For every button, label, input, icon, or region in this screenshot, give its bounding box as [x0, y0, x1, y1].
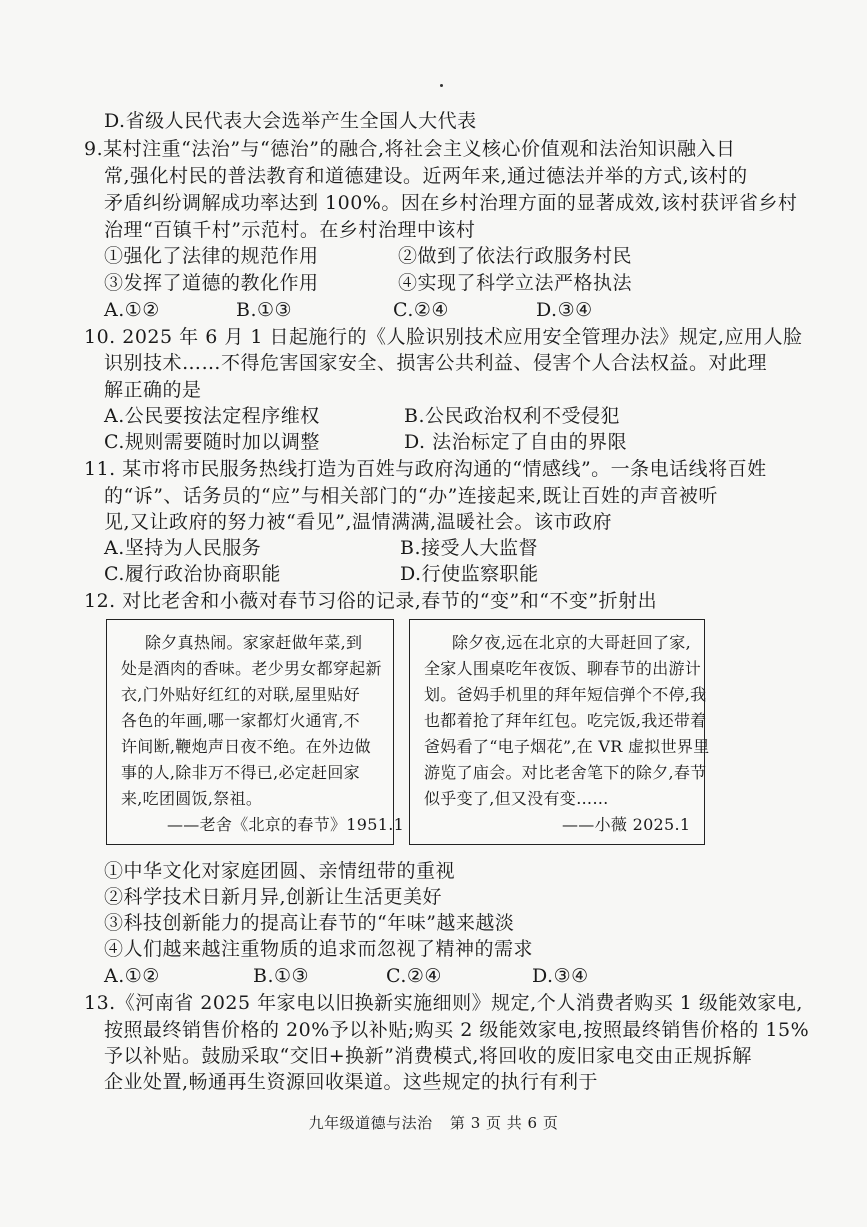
quote-line: 爸妈看了“电子烟花”,在 VR 虚拟世界里: [424, 737, 710, 756]
q11-option-a: A.坚持为人民服务: [104, 537, 262, 559]
q11-option-d: D.行使监察职能: [400, 563, 539, 585]
q9-item: ③发挥了道德的教化作用: [104, 272, 319, 294]
q10-option-c: C.规则需要随时加以调整: [104, 431, 320, 453]
q9-option-d: D.③④: [536, 299, 593, 321]
quote-line: 来,吃团圆饭,祭祖。: [121, 789, 263, 808]
quote-line: 许间断,鞭炮声日夜不绝。在外边做: [121, 737, 371, 756]
quote-line: 事的人,除非万不得已,必定赶回家: [121, 763, 360, 782]
q13-stem-line: 13.《河南省 2025 年家电以旧换新实施细则》规定,个人消费者购买 1 级能效家电,: [84, 992, 803, 1014]
quote-box-laoshe: [106, 619, 405, 845]
footer-subject: 九年级道德与法治: [308, 1114, 433, 1132]
q10-stem-line: 识别技术……不得危害国家安全、损害公共利益、侵害个人合法权益。对此理: [104, 352, 768, 374]
q13-stem-line: 予以补贴。鼓励采取“交旧+换新”消费模式,将回收的废旧家电交由正规拆解: [104, 1045, 752, 1067]
q12-option-c: C.②④: [386, 965, 442, 987]
q10-stem-line: 10. 2025 年 6 月 1 日起施行的《人脸识别技术应用安全管理办法》规定,应用人脸: [84, 326, 803, 348]
q10-option-b: B.公民政治权利不受侵犯: [404, 405, 621, 427]
quote-line: 处是酒肉的香味。老少男女都穿起新: [121, 659, 382, 678]
quote-source: ——小薇 2025.1: [562, 815, 691, 834]
q9-stem-line: 9.某村注重“法治”与“德治”的融合,将社会主义核心价值观和法治知识融入日: [84, 138, 736, 160]
q9-option-a: A.①②: [104, 299, 160, 321]
q12-item: ①中华文化对家庭团圆、亲情纽带的重视: [104, 860, 456, 882]
q10-option-d: D. 法治标定了自由的界限: [404, 431, 628, 453]
quote-line: 划。爸妈手机里的拜年短信弹个不停,我: [424, 685, 707, 704]
quote-line: 各色的年画,哪一家都灯火通宵,不: [121, 711, 360, 730]
quote-box-xiaowei: [409, 619, 710, 845]
q9-item: ①强化了法律的规范作用: [104, 245, 319, 267]
quote-line: 似乎变了,但又没有变……: [424, 789, 609, 808]
quote-line: 游览了庙会。对比老舍笔下的除夕,春节: [424, 763, 707, 782]
q9-stem-line: 矛盾纠纷调解成功率达到 100%。因在乡村治理方面的显著成效,该村获评省乡村: [104, 192, 798, 214]
quote-line: 除夕真热闹。家家赶做年菜,到: [145, 633, 363, 652]
q9-item: ②做到了依法行政服务村民: [398, 245, 633, 267]
quote-source: ——老舍《北京的春节》1951.1: [167, 815, 405, 834]
q9-stem-line: 治理“百镇千村”示范村。在乡村治理中该村: [104, 219, 476, 241]
q11-option-b: B.接受人大监督: [400, 537, 539, 559]
q12-item: ③科技创新能力的提高让春节的“年味”越来越淡: [104, 912, 515, 934]
q10-stem-line: 解正确的是: [104, 379, 202, 401]
page-footer: [0, 1112, 867, 1133]
q11-stem-line: 11. 某市将市民服务热线打造为百姓与政府沟通的“情感线”。一条电话线将百姓: [84, 458, 767, 480]
q11-stem-line: 的“诉”、话务员的“应”与相关部门的“办”连接起来,既让百姓的声音被听: [104, 485, 718, 507]
scan-dot: [440, 84, 443, 87]
q12-option-a: A.①②: [104, 965, 160, 987]
q12-option-b: B.①③: [253, 965, 310, 987]
quote-line: 衣,门外贴好红红的对联,屋里贴好: [121, 685, 360, 704]
q12-item: ②科学技术日新月异,创新让生活更美好: [104, 886, 443, 908]
q11-stem-line: 见,又让政府的努力被“看见”,温情满满,温暖社会。该市政府: [104, 511, 613, 533]
q8-option-d: D.省级人民代表大会选举产生全国人大代表: [104, 110, 477, 132]
quote-line: 除夕夜,远在北京的大哥赶回了家,: [452, 633, 691, 652]
q9-item: ④实现了科学立法严格执法: [398, 272, 633, 294]
q10-option-a: A.公民要按法定程序维权: [104, 405, 320, 427]
q12-option-d: D.③④: [532, 965, 589, 987]
q12-item: ④人们越来越注重物质的追求而忽视了精神的需求: [104, 938, 534, 960]
q9-option-c: C.②④: [393, 299, 449, 321]
q13-stem-line: 按照最终销售价格的 20%予以补贴;购买 2 级能效家电,按照最终销售价格的 15%: [104, 1019, 810, 1041]
quote-line: 也都着抢了拜年红包。吃完饭,我还带着: [424, 711, 707, 730]
q12-stem: 12. 对比老舍和小薇对春节习俗的记录,春节的“变”和“不变”折射出: [84, 590, 658, 612]
q9-stem-line: 常,强化村民的普法教育和道德建设。近两年来,通过德法并举的方式,该村的: [104, 165, 748, 187]
quote-line: 全家人围桌吃年夜饭、聊春节的出游计: [424, 659, 702, 678]
q13-stem-line: 企业处置,畅通再生资源回收渠道。这些规定的执行有利于: [104, 1071, 599, 1093]
q9-option-b: B.①③: [236, 299, 293, 321]
footer-page-number: 第 3 页 共 6 页: [449, 1114, 559, 1132]
q11-option-c: C.履行政治协商职能: [104, 563, 281, 585]
